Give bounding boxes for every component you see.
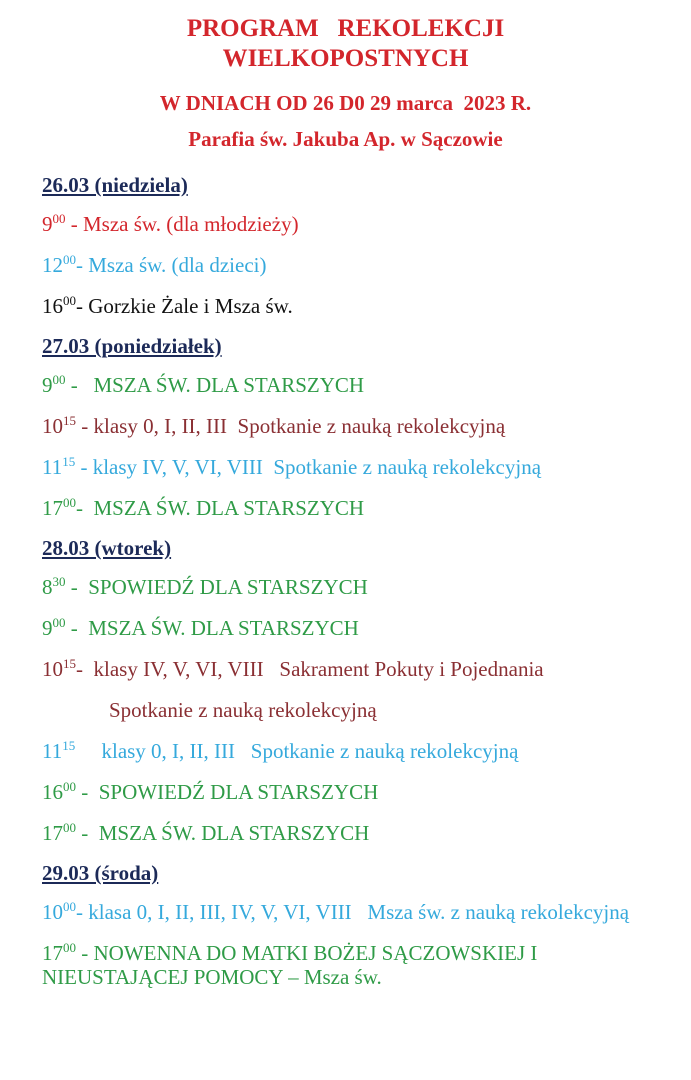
item-minutes: 00 (63, 820, 76, 835)
item-hour: 9 (42, 616, 53, 640)
schedule-item (42, 780, 671, 804)
day-heading: 26.03 (niedziela) (42, 173, 188, 197)
item-hour: 11 (42, 455, 63, 479)
item-hour: 17 (42, 941, 63, 965)
item-hour: 9 (42, 373, 53, 397)
item-minutes: 00 (63, 252, 76, 267)
item-text: - MSZA ŚW. DLA STARSZYCH (76, 821, 370, 845)
day-heading: 27.03 (poniedziałek) (42, 334, 222, 358)
title-line-1: PROGRAM REKOLEKCJI (186, 15, 505, 42)
item-minutes: 30 (52, 574, 66, 589)
program-header (0, 0, 691, 152)
item-text: - MSZA ŚW. DLA STARSZYCH (76, 496, 365, 520)
item-hour: 10 (42, 657, 63, 681)
title-line-2: WIELKOPOSTNYCH (222, 45, 469, 72)
item-hour: 12 (42, 253, 63, 277)
item-text: - MSZA ŚW. DLA STARSZYCH (65, 373, 365, 397)
item-minutes: 00 (63, 940, 76, 955)
schedule-item (42, 698, 671, 722)
schedule-item (42, 575, 671, 599)
item-hour: 16 (42, 780, 63, 804)
item-hour: 17 (42, 496, 63, 520)
item-minutes: 15 (62, 454, 76, 469)
schedule-item (42, 821, 671, 845)
item-hour: 10 (42, 900, 63, 924)
item-minutes: 15 (63, 413, 76, 428)
schedule-item (42, 496, 671, 520)
item-text: - Msza św. (dla dzieci) (76, 253, 267, 277)
item-text: - Msza św. (dla młodzieży) (65, 212, 299, 236)
item-minutes: 00 (63, 899, 76, 914)
parish-name: Parafia św. Jakuba Ap. w Sączowie (188, 127, 503, 151)
schedule-item (42, 657, 671, 681)
item-minutes: 00 (52, 211, 66, 226)
item-hour: 11 (42, 739, 63, 763)
schedule-item (42, 294, 671, 318)
program-title (0, 0, 691, 74)
item-text: - klasy IV, V, VI, VIII Spotkanie z nauką rekolekcyjną (75, 455, 542, 479)
item-minutes: 00 (52, 615, 66, 630)
schedule-item (42, 739, 671, 763)
item-text: - klasa 0, I, II, III, IV, V, VI, VIII Msza św. z nauką rekolekcyjną (76, 900, 630, 924)
item-text: - Gorzkie Żale i Msza św. (76, 294, 293, 318)
item-minutes: 00 (63, 293, 76, 308)
item-minutes: 15 (63, 656, 76, 671)
item-text: - NOWENNA DO MATKI BOŻEJ SĄCZOWSKIEJ I NIEUSTAJĄCEJ POMOCY – Msza św. (42, 941, 543, 989)
item-hour: 10 (42, 414, 63, 438)
item-text: Spotkanie z nauką rekolekcyjną (109, 698, 377, 722)
item-text: - klasy IV, V, VI, VIII Sakrament Pokuty i Pojednania (76, 657, 544, 681)
item-text: - SPOWIEDŹ DLA STARSZYCH (76, 780, 379, 804)
schedule-item (42, 414, 671, 438)
item-text: - MSZA ŚW. DLA STARSZYCH (65, 616, 359, 640)
item-text: - klasy 0, I, II, III Spotkanie z nauką rekolekcyjną (76, 414, 506, 438)
item-hour: 16 (42, 294, 63, 318)
schedule-item (42, 373, 671, 397)
schedule (42, 170, 671, 989)
item-hour: 17 (42, 821, 63, 845)
schedule-item (42, 616, 671, 640)
day-heading: 28.03 (wtorek) (42, 536, 172, 560)
day-heading: 29.03 (środa) (42, 861, 159, 885)
schedule-item (42, 900, 671, 924)
item-minutes: 00 (63, 495, 76, 510)
schedule-item (42, 212, 671, 236)
schedule-item (42, 941, 671, 989)
schedule-item (42, 253, 671, 277)
item-minutes: 00 (52, 372, 66, 387)
item-text: - SPOWIEDŹ DLA STARSZYCH (65, 575, 368, 599)
item-hour: 9 (42, 212, 53, 236)
item-text: klasy 0, I, II, III Spotkanie z nauką rekolekcyjną (75, 739, 519, 763)
item-minutes: 15 (62, 738, 76, 753)
program-dates: W DNIACH OD 26 D0 29 marca 2023 R. (159, 91, 532, 115)
schedule-item (42, 455, 671, 479)
item-hour: 8 (42, 575, 53, 599)
item-minutes: 00 (63, 779, 76, 794)
